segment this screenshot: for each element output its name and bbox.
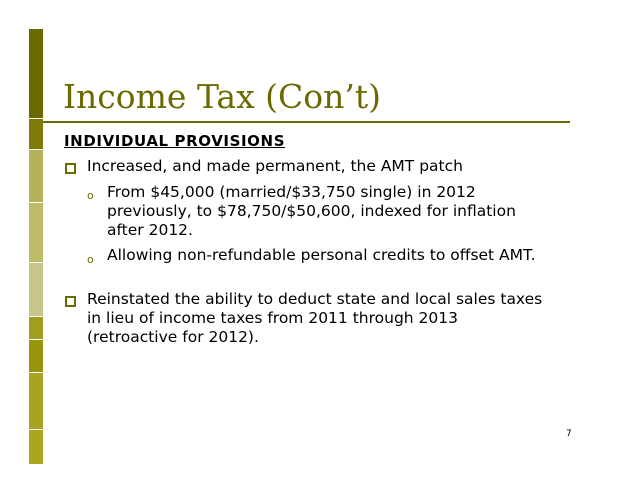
stripe-segment	[29, 430, 43, 465]
stripe-segment	[29, 340, 43, 373]
stripe-segment	[29, 150, 43, 203]
circle-bullet-icon: o	[87, 253, 94, 266]
section-heading: INDIVIDUAL PROVISIONS	[64, 132, 286, 150]
square-bullet-icon	[65, 296, 76, 307]
sub-bullet-text: Allowing non-refundable personal credits to offset AMT.	[107, 246, 536, 264]
bullet-text: Increased, and made permanent, the AMT patch	[87, 157, 463, 175]
stripe-segment	[29, 317, 43, 340]
circle-bullet-icon: o	[87, 189, 94, 202]
sub-bullet-text: previously, to $78,750/$50,600, indexed for inflation	[107, 202, 516, 220]
sub-bullet-text: after 2012.	[107, 221, 193, 239]
stripe-segment	[29, 119, 43, 150]
title-divider	[43, 121, 570, 123]
decorative-side-stripe	[29, 29, 43, 465]
bullet-text: in lieu of income taxes from 2011 through 2013	[87, 309, 458, 327]
bullet-text: (retroactive for 2012).	[87, 328, 259, 346]
stripe-segment	[29, 203, 43, 263]
slide-title: Income Tax (Con’t)	[63, 77, 382, 116]
stripe-segment	[29, 263, 43, 317]
bullet-text: Reinstated the ability to deduct state and local sales taxes	[87, 290, 543, 308]
square-bullet-icon	[65, 163, 76, 174]
stripe-segment	[29, 373, 43, 430]
page-number: 7	[566, 429, 572, 439]
sub-bullet-text: From $45,000 (married/$33,750 single) in 2012	[107, 183, 476, 201]
stripe-segment	[29, 29, 43, 119]
